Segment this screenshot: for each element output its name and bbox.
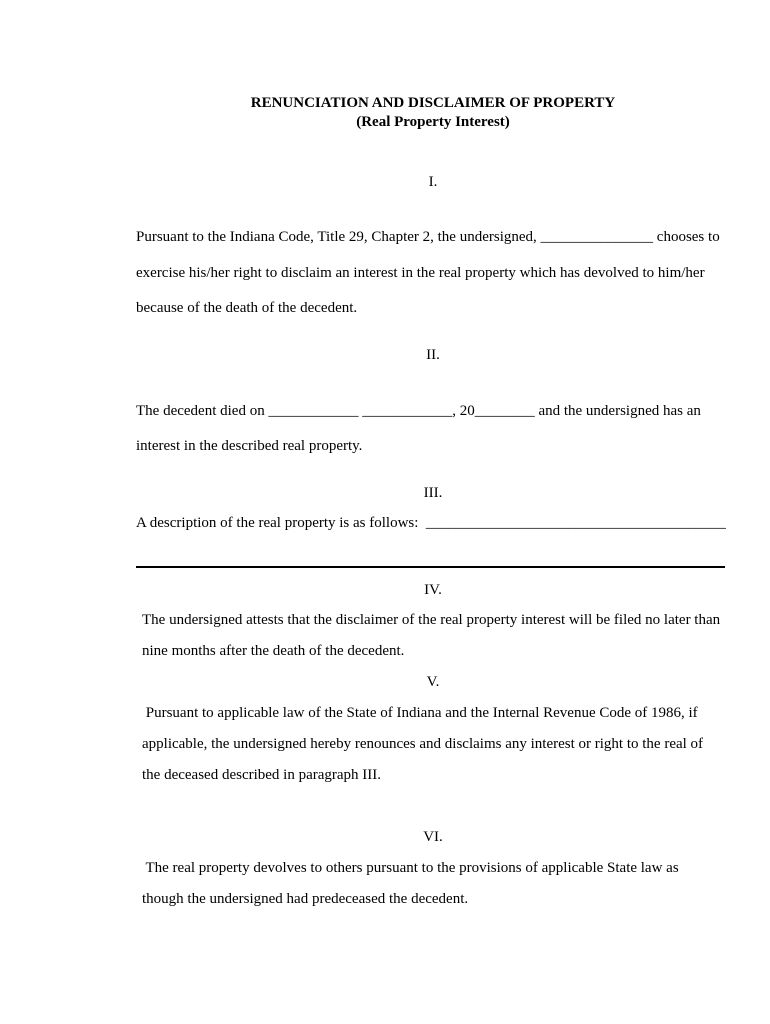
document-subtitle: (Real Property Interest)	[356, 114, 510, 130]
paragraph-line: Pursuant to applicable law of the State of Indiana and the Internal Revenue Code of 1986, if	[142, 705, 698, 721]
paragraph-line: interest in the described real property.	[136, 438, 363, 454]
paragraph-line: A description of the real property is as follows: ________________________________________	[136, 515, 726, 531]
section-numeral-i: I.	[428, 174, 438, 190]
paragraph-line: applicable, the undersigned hereby renounces and disclaims any interest or right to the real of	[142, 736, 704, 752]
section-numeral-v: V.	[426, 674, 440, 690]
document-title: RENUNCIATION AND DISCLAIMER OF PROPERTY	[250, 95, 616, 111]
paragraph-line: exercise his/her right to disclaim an interest in the real property which has devolved to him/her	[136, 265, 705, 281]
paragraph-line: the deceased described in paragraph III.	[142, 767, 382, 783]
section-numeral-vi: VI.	[423, 829, 443, 845]
horizontal-rule	[136, 566, 725, 568]
paragraph-line: because of the death of the decedent.	[136, 300, 358, 316]
paragraph-line: The real property devolves to others pursuant to the provisions of applicable State law as	[142, 860, 679, 876]
section-numeral-ii: II.	[426, 347, 440, 363]
paragraph-line: The decedent died on ____________ ____________, 20________ and the undersigned has an	[136, 403, 701, 419]
paragraph-line: The undersigned attests that the disclaimer of the real property interest will be filed no later than	[142, 612, 721, 628]
paragraph-line: though the undersigned had predeceased the decedent.	[142, 891, 469, 907]
section-numeral-iii: III.	[423, 485, 443, 501]
paragraph-line: Pursuant to the Indiana Code, Title 29, Chapter 2, the undersigned, _______________ chooses to	[136, 229, 720, 245]
section-numeral-iv: IV.	[424, 582, 442, 598]
paragraph-line: nine months after the death of the decedent.	[142, 643, 405, 659]
